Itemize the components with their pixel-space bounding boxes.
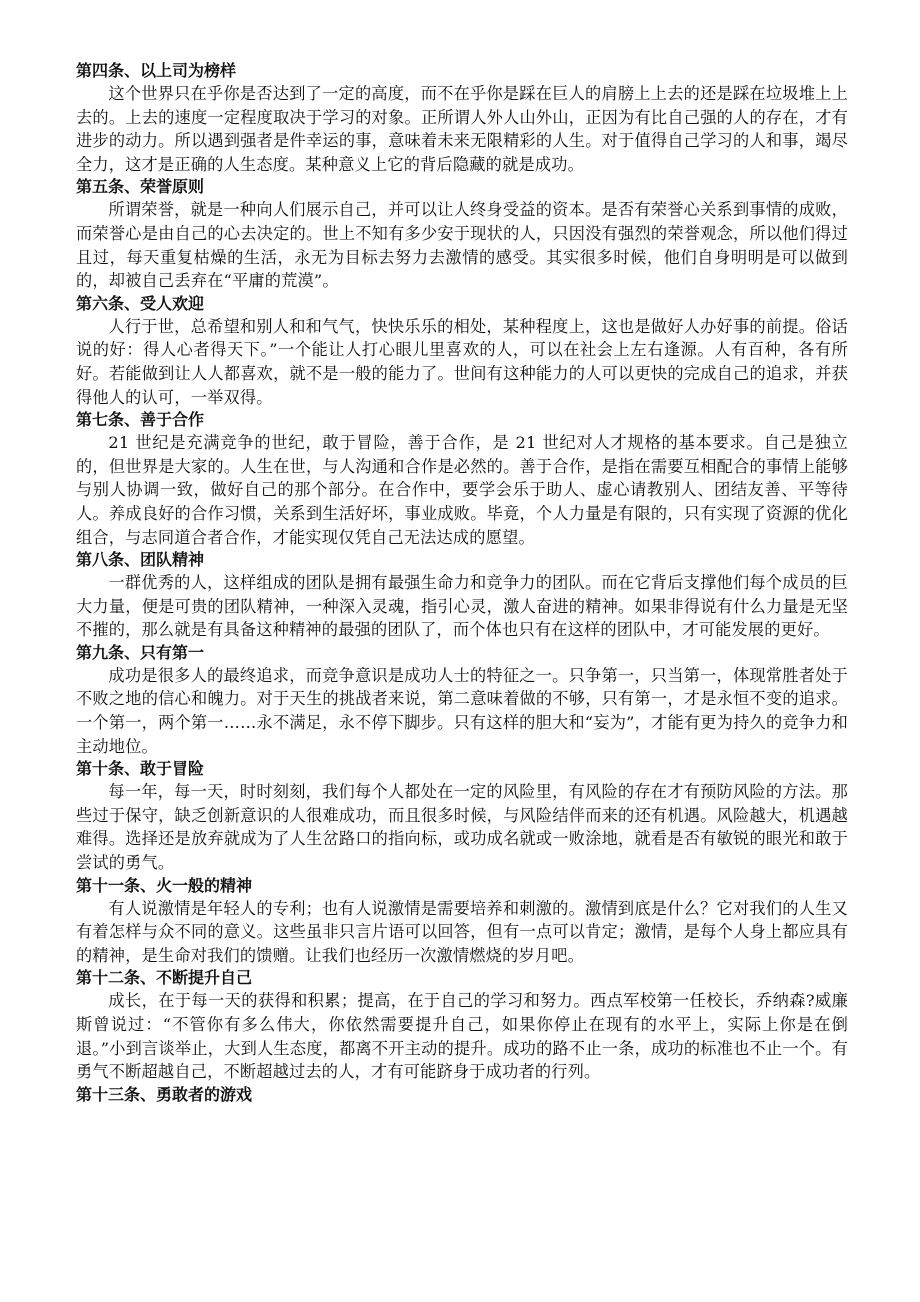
- section-9: [76, 642, 848, 758]
- section-title: 第十一条、火一般的精神: [76, 875, 253, 895]
- section-paragraph: 所谓荣誉，就是一种向人们展示自己，并可以让人终身受益的资本。是否有荣誉心关系到事情的成败，而荣誉心是由自己的心去决定的。世上不知有多少安于现状的人，只因没有强烈的荣誉观念，所以他们得过且过，每天重复枯燥的生活，永无为目标去努力去激情的感受。其实很多时候，他们自身明明是可以做到的，却被自己丢弃在“平庸的荒漠”。: [76, 200, 848, 291]
- section-paragraph: 21 世纪是充满竞争的世纪，敢于冒险，善于合作，是 21 世纪对人才规格的基本要求。自己是独立的，但世界是大家的。人生在世，与人沟通和合作是必然的。善于合作，是指在需要互相配合的事情上能够与别人协调一致，做好自己的那个部分。在合作中，要学会乐于助人、虚心请教别人、团结友善、平等待人。养成良好的合作习惯，关系到生活好坏，事业成败。毕竟，个人力量是有限的，只有实现了资源的优化组合，与志同道合者合作，才能实现仅凭自己无法达成的愿望。: [76, 433, 848, 547]
- section-title: 第十三条、勇敢者的游戏: [76, 1084, 253, 1104]
- section-title: 第四条、以上司为榜样: [76, 61, 237, 80]
- section-12: [76, 967, 848, 1083]
- section-paragraph: 成长，在于每一天的获得和积累；提高，在于自己的学习和努力。西点军校第一任校长，乔纳森?威廉斯曾说过：“不管你有多么伟大，你依然需要提升自己，如果你停止在现有的水平上，实际上你是在倒退。”小到言谈举止，大到人生态度，都离不开主动的提升。成功的路不止一条，成功的标准也不止一个。有勇气不断超越自己，不断超越过去的人，才有可能跻身于成功者的行列。: [76, 991, 848, 1082]
- section-title: 第六条、受人欢迎: [76, 293, 205, 313]
- section-10: [76, 758, 848, 874]
- section-paragraph: 每一年，每一天，时时刻刻，我们每个人都处在一定的风险里，有风险的存在才有预防风险的方法。那些过于保守，缺乏创新意识的人很难成功，而且很多时候，与风险结伴而来的还有机遇。风险越大，机遇越难得。选择还是放弃就成为了人生岔路口的指向标，或功成名就或一败涂地，就看是否有敏锐的眼光和敢于尝试的勇气。: [76, 782, 848, 873]
- section-6: [76, 293, 848, 409]
- section-4: [76, 60, 848, 176]
- section-paragraph: 有人说激情是年轻人的专利；也有人说激情是需要培养和刺激的。激情到底是什么？它对我们的人生又有着怎样与众不同的意义。这些虽非只言片语可以回答，但有一点可以肯定；激情，是每个人身上都应具有的精神，是生命对我们的馈赠。让我们也经历一次激情燃烧的岁月吧。: [76, 898, 848, 965]
- section-title: 第八条、团队精神: [76, 550, 205, 570]
- section-title: 第五条、荣誉原则: [76, 177, 205, 197]
- section-title: 第十条、敢于冒险: [76, 759, 205, 779]
- document-page: [76, 60, 848, 1106]
- section-5: [76, 176, 848, 292]
- section-paragraph: 成功是很多人的最终追求，而竞争意识是成功人士的特征之一。只争第一，只当第一，体现常胜者处于不败之地的信心和魄力。对于天生的挑战者来说，第二意味着做的不够，只有第一，才是永恒不变的追求。一个第一，两个第一……永不满足，永不停下脚步。只有这样的胆大和“妄为”，才能有更为持久的竞争力和主动地位。: [76, 665, 848, 756]
- section-7: [76, 409, 848, 549]
- section-8: [76, 549, 848, 642]
- section-paragraph: 人行于世，总希望和别人和和气气，快快乐乐的相处，某种程度上，这也是做好人办好事的前提。俗话说的好：得人心者得天下。”一个能让人打心眼儿里喜欢的人，可以在社会上左右逢源。人有百种，各有所好。若能做到让人人都喜欢，就不是一般的能力了。世间有这种能力的人可以更快的完成自己的追求，并获得他人的认可，一举双得。: [76, 316, 848, 407]
- section-paragraph: 这个世界只在乎你是否达到了一定的高度，而不在乎你是踩在巨人的肩膀上上去的还是踩在垃圾堆上上去的。上去的速度一定程度取决于学习的对象。正所谓人外人山外山，正因为有比自己强的人的存在，才有进步的动力。所以遇到强者是件幸运的事，意味着未来无限精彩的人生。对于值得自己学习的人和事，竭尽全力，这才是正确的人生态度。某种意义上它的背后隐藏的就是成功。: [76, 84, 848, 174]
- section-title: 第七条、善于合作: [76, 410, 205, 430]
- section-title: 第九条、只有第一: [76, 642, 205, 662]
- section-title: 第十二条、不断提升自己: [76, 968, 253, 988]
- section-13: [76, 1084, 848, 1106]
- section-11: [76, 875, 848, 968]
- section-paragraph: 一群优秀的人，这样组成的团队是拥有最强生命力和竞争力的团队。而在它背后支撑他们每个成员的巨大力量，便是可贵的团队精神，一种深入灵魂，指引心灵，激人奋进的精神。如果非得说有什么力量是无坚不摧的，那么就是有具备这种精神的最强的团队了，而个体也只有在这样的团队中，才可能发展的更好。: [76, 573, 848, 640]
